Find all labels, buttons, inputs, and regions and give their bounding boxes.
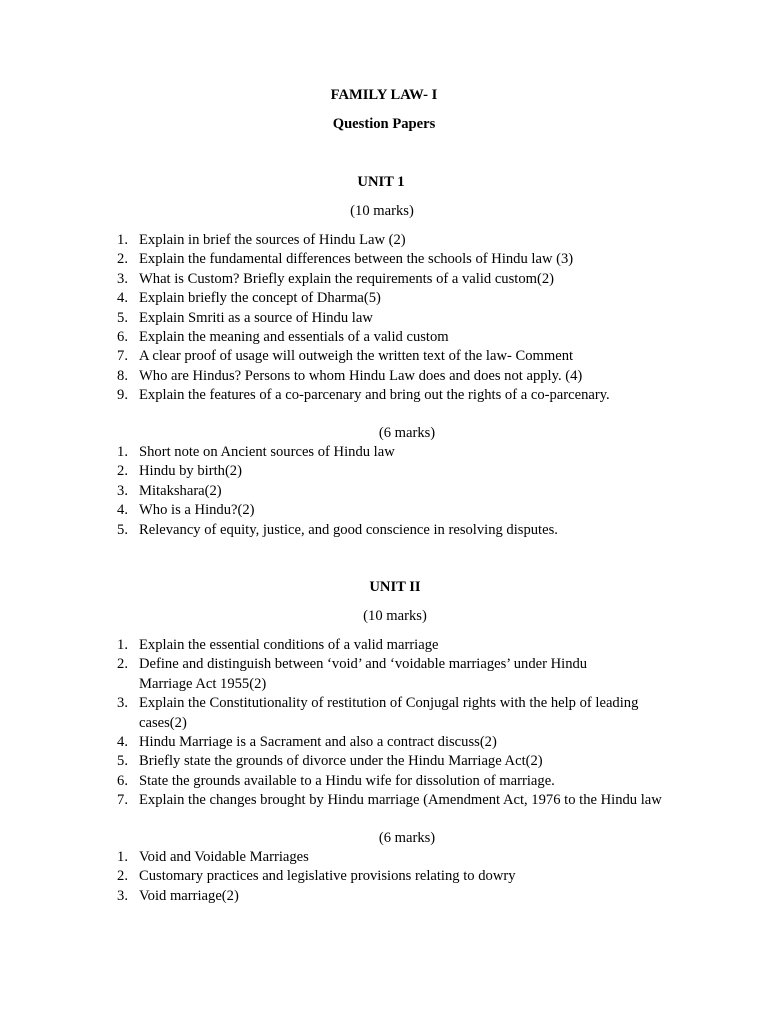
list-item: 7. Explain the changes brought by Hindu marriage (Amendment Act, 1976 to the Hindu law [117, 792, 662, 809]
unit1-ten-marks-list [0, 231, 768, 406]
list-item: 1. Explain the essential conditions of a valid marriage [117, 637, 439, 653]
unit1-six-marks-list [0, 443, 768, 540]
list-item: 2. Hindu by birth(2) [117, 463, 242, 480]
list-item: 2. Customary practices and legislative provisions relating to dowry [117, 868, 516, 885]
list-item: 3. Explain the Constitutionality of restitution of Conjugal rights with the help of leading cases(2) [117, 695, 639, 731]
list-item: 1. Short note on Ancient sources of Hindu law [117, 444, 395, 460]
list-item: 1. Explain in brief the sources of Hindu Law (2) [117, 232, 406, 248]
list-item: 1. Void and Voidable Marriages [117, 849, 309, 865]
list-item: 2. Define and distinguish between ‘void’ and ‘voidable marriages’ under Hindu Marriage Act 1955(2) [117, 656, 588, 692]
list-item: 3. What is Custom? Briefly explain the requirements of a valid custom(2) [117, 270, 555, 287]
unit2-six-marks-list [0, 848, 768, 906]
list-item: 3. Mitakshara(2) [117, 482, 222, 499]
list-item: 5. Relevancy of equity, justice, and good conscience in resolving disputes. [117, 521, 558, 538]
list-item: 5. Briefly state the grounds of divorce under the Hindu Marriage Act(2) [117, 753, 543, 770]
unit1-ten-marks-label: (10 marks) [350, 203, 414, 219]
unit2-ten-marks-list [0, 636, 768, 811]
list-item: 4. Who is a Hindu?(2) [117, 502, 255, 519]
list-item: 5. Explain Smriti as a source of Hindu law [117, 309, 373, 326]
list-item: 4. Explain briefly the concept of Dharma(5) [117, 290, 381, 307]
unit2-ten-marks-label: (10 marks) [363, 608, 427, 624]
list-item: 7. A clear proof of usage will outweigh the written text of the law- Comment [117, 348, 574, 365]
list-item: 6. State the grounds available to a Hindu wife for dissolution of marriage. [117, 772, 555, 789]
document-title: FAMILY LAW- I [330, 87, 438, 103]
list-item: 6. Explain the meaning and essentials of a valid custom [117, 329, 449, 346]
list-item: 8. Who are Hindus? Persons to whom Hindu Law does and does not apply. (4) [117, 367, 583, 384]
list-item: 3. Void marriage(2) [117, 887, 239, 904]
list-item: 2. Explain the fundamental differences between the schools of Hindu law (3) [117, 251, 574, 268]
unit2-heading: UNIT II [369, 579, 421, 595]
list-item: 9. Explain the features of a co-parcenary and bring out the rights of a co-parcenary. [117, 387, 610, 404]
unit1-six-marks-label: (6 marks) [378, 425, 436, 441]
unit2-six-marks-label: (6 marks) [378, 830, 436, 846]
list-item: 4. Hindu Marriage is a Sacrament and also a contract discuss(2) [117, 734, 497, 751]
unit1-heading: UNIT 1 [357, 174, 405, 190]
document-subtitle: Question Papers [332, 116, 436, 132]
